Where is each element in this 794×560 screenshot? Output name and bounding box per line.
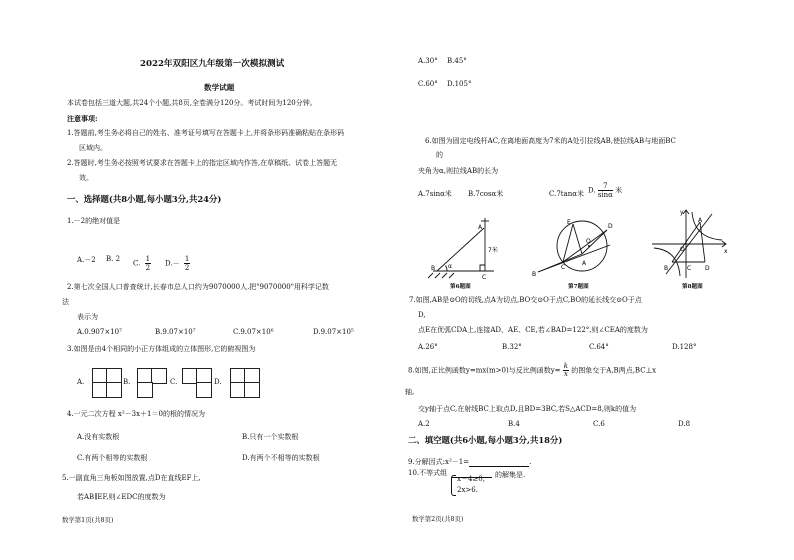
section1-title: 一、选择题(共8小题,每小题3分,共24分) — [67, 194, 222, 204]
q10-tail: 的解集是. — [495, 471, 526, 479]
q7-option-a: A.26° — [418, 343, 438, 351]
q4-option-c: C.有两个相等的实数根 — [77, 454, 148, 462]
q2-stem-a: 2.第七次全国人口普查统计,长春市总人口约为9070000人.把"9070000"用科学记数 — [67, 283, 329, 291]
exam-subtitle: 数学试题 — [204, 83, 235, 92]
q6-stem-c: 夹角为α,则拉线AB的长为 — [418, 167, 499, 175]
notice-title: 注意事项: — [67, 114, 98, 123]
exam-info: 本试卷包括三道大题,共24个小题,共8页,全卷满分120分。考试时间为120分钟。 — [67, 99, 317, 107]
q2-stem-b: 法 — [62, 298, 69, 306]
q8-stem-a2: 的图象交于A,B两点,BC⊥x — [571, 366, 657, 375]
q8-x-denominator: x — [563, 370, 568, 378]
fig7-label-a: A — [582, 260, 587, 267]
q10-system-brace — [451, 475, 456, 496]
fig6-label-b: B — [431, 265, 436, 272]
q4-option-b: B.只有一个实数根 — [242, 433, 299, 441]
q1-option-d-prefix: D.－ — [165, 259, 180, 268]
q6-stem-a: 6.如图为固定电线杆AC,在离地面高度为7米的A处引拉线AB,使拉线AB与地面BC — [425, 137, 676, 145]
fig8-caption: 第8题图 — [682, 284, 703, 290]
q6-stem-b: 的 — [436, 151, 443, 159]
q9-stem: 9.分解因式:x²－1= — [408, 458, 470, 466]
notice-2a: 2.答题时,考生务必按照考试要求在答题卡上的指定区域内作答,在草稿纸、试卷上答题无 — [67, 159, 338, 167]
q9: 9.分解因式:x²－1= . — [408, 458, 532, 466]
fig8-label-d: D — [705, 265, 710, 272]
fig8-label-c: C — [687, 265, 692, 272]
exam-title: 2022年双阳区九年级第一次模拟测试 — [140, 59, 285, 69]
q5-option-a: A.30° — [418, 57, 438, 65]
q9-answer-blank[interactable] — [469, 459, 529, 467]
q3-stem: 3.如图是由4个相同的小正方体组成的立体图形,它的俯视图为 — [67, 345, 256, 353]
q5-stem-a: 5.一副直角三角板如图放置,点D在直线EF上, — [62, 474, 201, 482]
fig8-label-y: y — [680, 209, 684, 216]
q1-d-denominator: 2 — [184, 264, 190, 272]
q3-option-a: A. — [77, 378, 85, 386]
q8-stem-a — [408, 363, 656, 378]
q8-option-a: A.2 — [418, 420, 430, 428]
fig7-caption: 第7题图 — [568, 284, 589, 290]
q5-option-c: C.60° — [418, 80, 438, 88]
q7-option-d: D.128° — [672, 343, 697, 351]
fig6-label-length: 7米 — [488, 247, 498, 254]
q1-option-c-prefix: C. — [133, 259, 141, 268]
q8-option-b: B.4 — [508, 420, 520, 428]
fig8-label-b: B — [664, 265, 669, 272]
q7-stem-a: 7.如图,AB是⊙O的切线,点A为切点,BO交⊙O于点C,BO的延长线交⊙O于点 — [409, 296, 642, 304]
footer-left: 数学第1页(共8页) — [62, 516, 114, 524]
fig7-label-c: C — [561, 264, 566, 271]
q6-option-c: C.7tanα米 — [549, 190, 585, 198]
fig6-caption: 第6题图 — [450, 284, 471, 290]
fig7-label-b: B — [532, 271, 537, 278]
q7-stem-c: 点E在优弧CDA上,连接AD、AE、CE,若∠BAD=122°,则∠CEA的度数为 — [418, 326, 648, 334]
q6-d-numerator: 7 — [598, 182, 613, 191]
section2-title: 二、填空题(共6小题,每小题3分,共18分) — [408, 435, 563, 445]
q8-option-d: D.8 — [678, 420, 691, 428]
q4-option-d: D.有两个不相等的实数根 — [242, 454, 320, 462]
q7-option-b: B.32° — [502, 343, 522, 351]
q8-stem-b: 轴, — [405, 388, 415, 396]
q5-option-d: D.105° — [447, 80, 472, 88]
q1-stem: 1.－2的绝对值是 — [67, 217, 121, 225]
q1-option-d — [165, 255, 190, 272]
notice-2b: 效。 — [79, 174, 93, 182]
q2-option-a: A.0.907×10⁷ — [77, 328, 122, 336]
q6-option-d — [588, 182, 622, 199]
q5-option-b: B.45° — [447, 57, 467, 65]
q2-option-b: B.9.07×10⁷ — [155, 328, 196, 336]
q4-stem: 4.一元二次方程 x²－3x＋1＝0的根的情况为 — [67, 410, 205, 418]
fig6-label-alpha: α — [448, 263, 452, 270]
fig8-label-x: x — [724, 248, 728, 255]
fig7-label-d: D — [608, 223, 613, 230]
fig8-label-o: O — [680, 246, 685, 253]
q7-option-c: C.64° — [589, 343, 609, 351]
q2-stem-c: 表示为 — [77, 313, 98, 321]
notice-1b: 区域内。 — [79, 144, 107, 152]
q1-option-b: B. 2 — [106, 255, 121, 263]
q8-k-numerator: k — [563, 362, 569, 370]
fig7-label-o: O — [586, 238, 591, 245]
q3-option-c: C. — [170, 378, 178, 386]
q1-d-numerator: 1 — [184, 255, 190, 263]
q6-option-b: B.7cosα米 — [468, 190, 504, 198]
q1-option-a: A.－2 — [77, 256, 96, 264]
fig6-label-a: A — [478, 224, 483, 231]
q8-stem-c: 交y轴于点C,在射线BC上取点D,且BD=3BC,若S△ACD=8,则k的值为 — [418, 405, 637, 413]
q5-stem-b: 若AB∥EF,则∠EDC的度数为 — [77, 493, 166, 501]
q8-option-c: C.6 — [593, 420, 605, 428]
q3-option-d: D. — [214, 378, 222, 386]
footer-right: 数学第2页(共8页) — [412, 515, 464, 523]
q10-answer-blank[interactable] — [452, 471, 492, 478]
q2-option-c: C.9.07×10⁶ — [233, 328, 274, 336]
q6-option-a: A.7sinα米 — [418, 190, 452, 198]
q2-option-d: D.9.07×10⁵ — [313, 328, 354, 336]
q10-line-2: 2x>6. — [457, 486, 478, 494]
q1-c-numerator: 1 — [145, 255, 151, 263]
q6-d-denominator: sinα — [597, 191, 613, 199]
q8-stem-a1: 8.如图,正比例函数y=mx(m>0)与反比例函数y= — [408, 366, 561, 375]
q4-option-a: A.没有实数根 — [77, 433, 120, 441]
notice-1a: 1.答题前,考生务必将自己的姓名、准考证号填写在答题卡上,并将条形码准确粘贴在条形码 — [67, 129, 345, 137]
q6-option-d-prefix: D. — [588, 186, 596, 195]
q3-option-b: B. — [123, 378, 131, 386]
fig7-label-e: E — [567, 219, 571, 226]
q1-c-denominator: 2 — [145, 264, 151, 272]
q10-line-1: x－4≥0, — [457, 475, 485, 483]
q1-option-c — [133, 255, 151, 272]
q10-stem: 10.不等式组 — [408, 469, 448, 477]
fig8-label-a: A — [698, 217, 703, 224]
q6-option-d-unit: 米 — [615, 186, 623, 195]
q7-stem-b: D, — [418, 311, 426, 319]
fig6-label-c: C — [482, 274, 487, 281]
